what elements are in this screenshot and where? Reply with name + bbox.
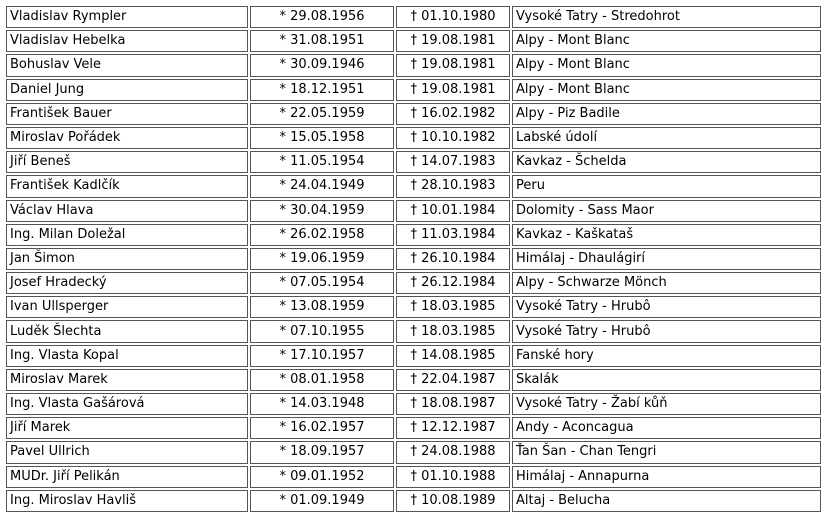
- name-cell: MUDr. Jiří Pelikán: [6, 466, 248, 488]
- place-cell: Alpy - Schwarze Mönch: [512, 272, 821, 294]
- table-row: [6, 54, 821, 76]
- name-cell: Josef Hradecký: [6, 272, 248, 294]
- birth-date-cell: * 30.09.1946: [250, 54, 394, 76]
- name-cell: Jan Šimon: [6, 248, 248, 270]
- table-row: [6, 103, 821, 125]
- birth-date-cell: * 09.01.1952: [250, 466, 394, 488]
- table-row: [6, 490, 821, 512]
- name-cell: Jiří Marek: [6, 417, 248, 439]
- place-cell: Vysoké Tatry - Hrubô: [512, 296, 821, 318]
- birth-date-cell: * 24.04.1949: [250, 175, 394, 197]
- birth-date-cell: * 13.08.1959: [250, 296, 394, 318]
- death-date-cell: † 19.08.1981: [396, 30, 510, 52]
- birth-date-cell: * 17.10.1957: [250, 345, 394, 367]
- death-date-cell: † 18.03.1985: [396, 296, 510, 318]
- place-cell: Dolomity - Sass Maor: [512, 200, 821, 222]
- death-date-cell: † 10.10.1982: [396, 127, 510, 149]
- table-row: [6, 345, 821, 367]
- place-cell: Kavkaz - Kaškataš: [512, 224, 821, 246]
- death-date-cell: † 28.10.1983: [396, 175, 510, 197]
- place-cell: Vysoké Tatry - Hrubô: [512, 320, 821, 342]
- death-date-cell: † 12.12.1987: [396, 417, 510, 439]
- place-cell: Fanské hory: [512, 345, 821, 367]
- table-row: [6, 200, 821, 222]
- table-row: [6, 296, 821, 318]
- name-cell: Václav Hlava: [6, 200, 248, 222]
- table-row: [6, 417, 821, 439]
- birth-date-cell: * 07.10.1955: [250, 320, 394, 342]
- death-date-cell: † 22.04.1987: [396, 369, 510, 391]
- table-row: [6, 272, 821, 294]
- name-cell: Vladislav Rympler: [6, 6, 248, 28]
- birth-date-cell: * 01.09.1949: [250, 490, 394, 512]
- table-row: [6, 466, 821, 488]
- birth-date-cell: * 22.05.1959: [250, 103, 394, 125]
- table-row: [6, 127, 821, 149]
- table-row: [6, 369, 821, 391]
- place-cell: Alpy - Mont Blanc: [512, 54, 821, 76]
- birth-date-cell: * 16.02.1957: [250, 417, 394, 439]
- death-date-cell: † 24.08.1988: [396, 441, 510, 463]
- name-cell: Ivan Ullsperger: [6, 296, 248, 318]
- place-cell: Andy - Aconcagua: [512, 417, 821, 439]
- name-cell: Ing. Vlasta Kopal: [6, 345, 248, 367]
- birth-date-cell: * 18.12.1951: [250, 79, 394, 101]
- death-date-cell: † 16.02.1982: [396, 103, 510, 125]
- name-cell: Ing. Vlasta Gašárová: [6, 393, 248, 415]
- place-cell: Himálaj - Dhaulágirí: [512, 248, 821, 270]
- place-cell: Alpy - Mont Blanc: [512, 79, 821, 101]
- table-row: [6, 224, 821, 246]
- death-date-cell: † 01.10.1980: [396, 6, 510, 28]
- name-cell: Vladislav Hebelka: [6, 30, 248, 52]
- birth-date-cell: * 19.06.1959: [250, 248, 394, 270]
- birth-date-cell: * 07.05.1954: [250, 272, 394, 294]
- birth-date-cell: * 08.01.1958: [250, 369, 394, 391]
- memorial-table: [4, 4, 823, 514]
- name-cell: Ing. Miroslav Havliš: [6, 490, 248, 512]
- death-date-cell: † 01.10.1988: [396, 466, 510, 488]
- name-cell: Miroslav Marek: [6, 369, 248, 391]
- place-cell: Vysoké Tatry - Stredohrot: [512, 6, 821, 28]
- name-cell: Ing. Milan Doležal: [6, 224, 248, 246]
- table-row: [6, 248, 821, 270]
- memorial-table-body: [6, 6, 821, 512]
- place-cell: Alpy - Mont Blanc: [512, 30, 821, 52]
- place-cell: Kavkaz - Šchelda: [512, 151, 821, 173]
- birth-date-cell: * 15.05.1958: [250, 127, 394, 149]
- birth-date-cell: * 14.03.1948: [250, 393, 394, 415]
- name-cell: Jiří Beneš: [6, 151, 248, 173]
- place-cell: Ťan Šan - Chan Tengri: [512, 441, 821, 463]
- table-row: [6, 79, 821, 101]
- place-cell: Vysoké Tatry - Žabí kůň: [512, 393, 821, 415]
- birth-date-cell: * 11.05.1954: [250, 151, 394, 173]
- place-cell: Peru: [512, 175, 821, 197]
- death-date-cell: † 11.03.1984: [396, 224, 510, 246]
- birth-date-cell: * 31.08.1951: [250, 30, 394, 52]
- birth-date-cell: * 30.04.1959: [250, 200, 394, 222]
- death-date-cell: † 14.07.1983: [396, 151, 510, 173]
- table-row: [6, 30, 821, 52]
- place-cell: Alpy - Piz Badile: [512, 103, 821, 125]
- death-date-cell: † 14.08.1985: [396, 345, 510, 367]
- death-date-cell: † 18.08.1987: [396, 393, 510, 415]
- table-row: [6, 6, 821, 28]
- death-date-cell: † 10.01.1984: [396, 200, 510, 222]
- name-cell: František Bauer: [6, 103, 248, 125]
- death-date-cell: † 10.08.1989: [396, 490, 510, 512]
- name-cell: Pavel Ullrich: [6, 441, 248, 463]
- name-cell: Luděk Šlechta: [6, 320, 248, 342]
- place-cell: Labské údolí: [512, 127, 821, 149]
- death-date-cell: † 26.10.1984: [396, 248, 510, 270]
- table-row: [6, 320, 821, 342]
- death-date-cell: † 19.08.1981: [396, 79, 510, 101]
- name-cell: Miroslav Pořádek: [6, 127, 248, 149]
- place-cell: Skalák: [512, 369, 821, 391]
- table-row: [6, 393, 821, 415]
- birth-date-cell: * 29.08.1956: [250, 6, 394, 28]
- table-row: [6, 441, 821, 463]
- table-row: [6, 175, 821, 197]
- death-date-cell: † 18.03.1985: [396, 320, 510, 342]
- name-cell: František Kadlčík: [6, 175, 248, 197]
- death-date-cell: † 19.08.1981: [396, 54, 510, 76]
- birth-date-cell: * 18.09.1957: [250, 441, 394, 463]
- death-date-cell: † 26.12.1984: [396, 272, 510, 294]
- place-cell: Himálaj - Annapurna: [512, 466, 821, 488]
- name-cell: Bohuslav Vele: [6, 54, 248, 76]
- birth-date-cell: * 26.02.1958: [250, 224, 394, 246]
- table-row: [6, 151, 821, 173]
- name-cell: Daniel Jung: [6, 79, 248, 101]
- place-cell: Altaj - Belucha: [512, 490, 821, 512]
